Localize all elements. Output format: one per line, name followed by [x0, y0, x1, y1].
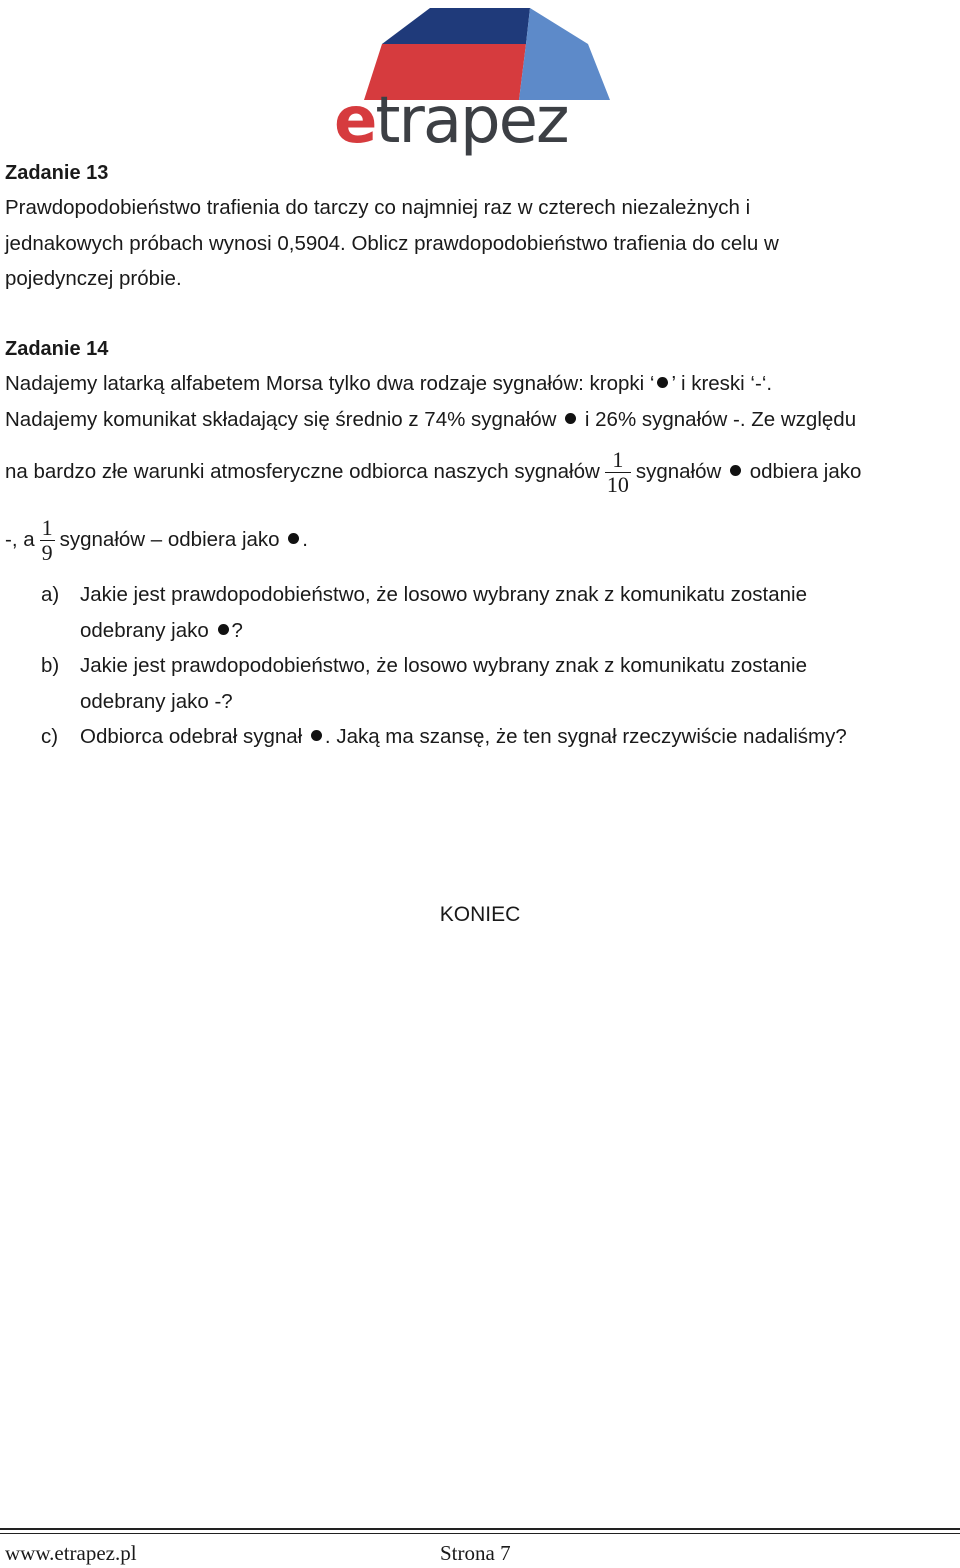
task-14-line-4: -, a $\frac{1}{9}$ sygnałów – odbiera jako . [5, 515, 308, 566]
task-13-line-2: jednakowych próbach wynosi 0,5904. Oblicz prawdopodobieństwo trafienia do celu w [5, 231, 779, 255]
dot-icon [288, 533, 299, 544]
dot-icon [311, 730, 322, 741]
task-14-questions [5, 577, 955, 755]
question-a: a) Jakie jest prawdopodobieństwo, że losowo wybrany znak z komunikatu zostanie odebrany jako ? [41, 583, 807, 642]
end-marker: KONIEC [439, 903, 521, 926]
task-14-line-3: na bardzo złe warunki atmosferyczne odbiorca naszych sygnałów $\frac{1}{10}$ sygnałów odbiera jako [5, 447, 862, 498]
dot-icon [730, 465, 741, 476]
task-13-title: Zadanie 13 [5, 162, 109, 184]
task-14-title: Zadanie 14 [5, 338, 109, 360]
footer-divider-thin [0, 1533, 960, 1534]
task-14-line-2: Nadajemy komunikat składający się średnio z 74% sygnałów i 26% sygnałów -. Ze względu [5, 407, 857, 431]
logo-wordmark: etrapez [334, 84, 568, 158]
task-13-line-1: Prawdopodobieństwo trafienia do tarczy co najmniej raz w czterech niezależnych i [5, 196, 751, 219]
task-14 [5, 334, 955, 755]
dot-icon [565, 413, 576, 424]
task-13 [5, 158, 955, 297]
footer-page-number: Strona 7 [440, 1541, 511, 1565]
fraction-one-tenth: $\frac{1}{10}$ [606, 447, 629, 498]
footer-site: www.etrapez.pl [5, 1541, 137, 1565]
dot-icon [657, 377, 668, 388]
question-b: b) Jakie jest prawdopodobieństwo, że losowo wybrany znak z komunikatu zostanie odebrany jako -? [41, 654, 807, 713]
logo-wordmark-rest: trapez [375, 84, 568, 158]
task-14-line-1: Nadajemy latarką alfabetem Morsa tylko dwa rodzaje sygnałów: kropki ‘ ’ i kreski ‘-‘. [5, 372, 773, 395]
task-13-line-3: pojedynczej próbie. [5, 267, 182, 290]
question-c: c) Odbiorca odebrał sygnał . Jaką ma szansę, że ten sygnał rzeczywiście nadaliśmy? [41, 725, 847, 748]
etrapez-logo [330, 0, 630, 162]
dot-icon [218, 624, 229, 635]
footer-divider [0, 1528, 960, 1530]
fraction-one-ninth: $\frac{1}{9}$ [41, 515, 53, 566]
